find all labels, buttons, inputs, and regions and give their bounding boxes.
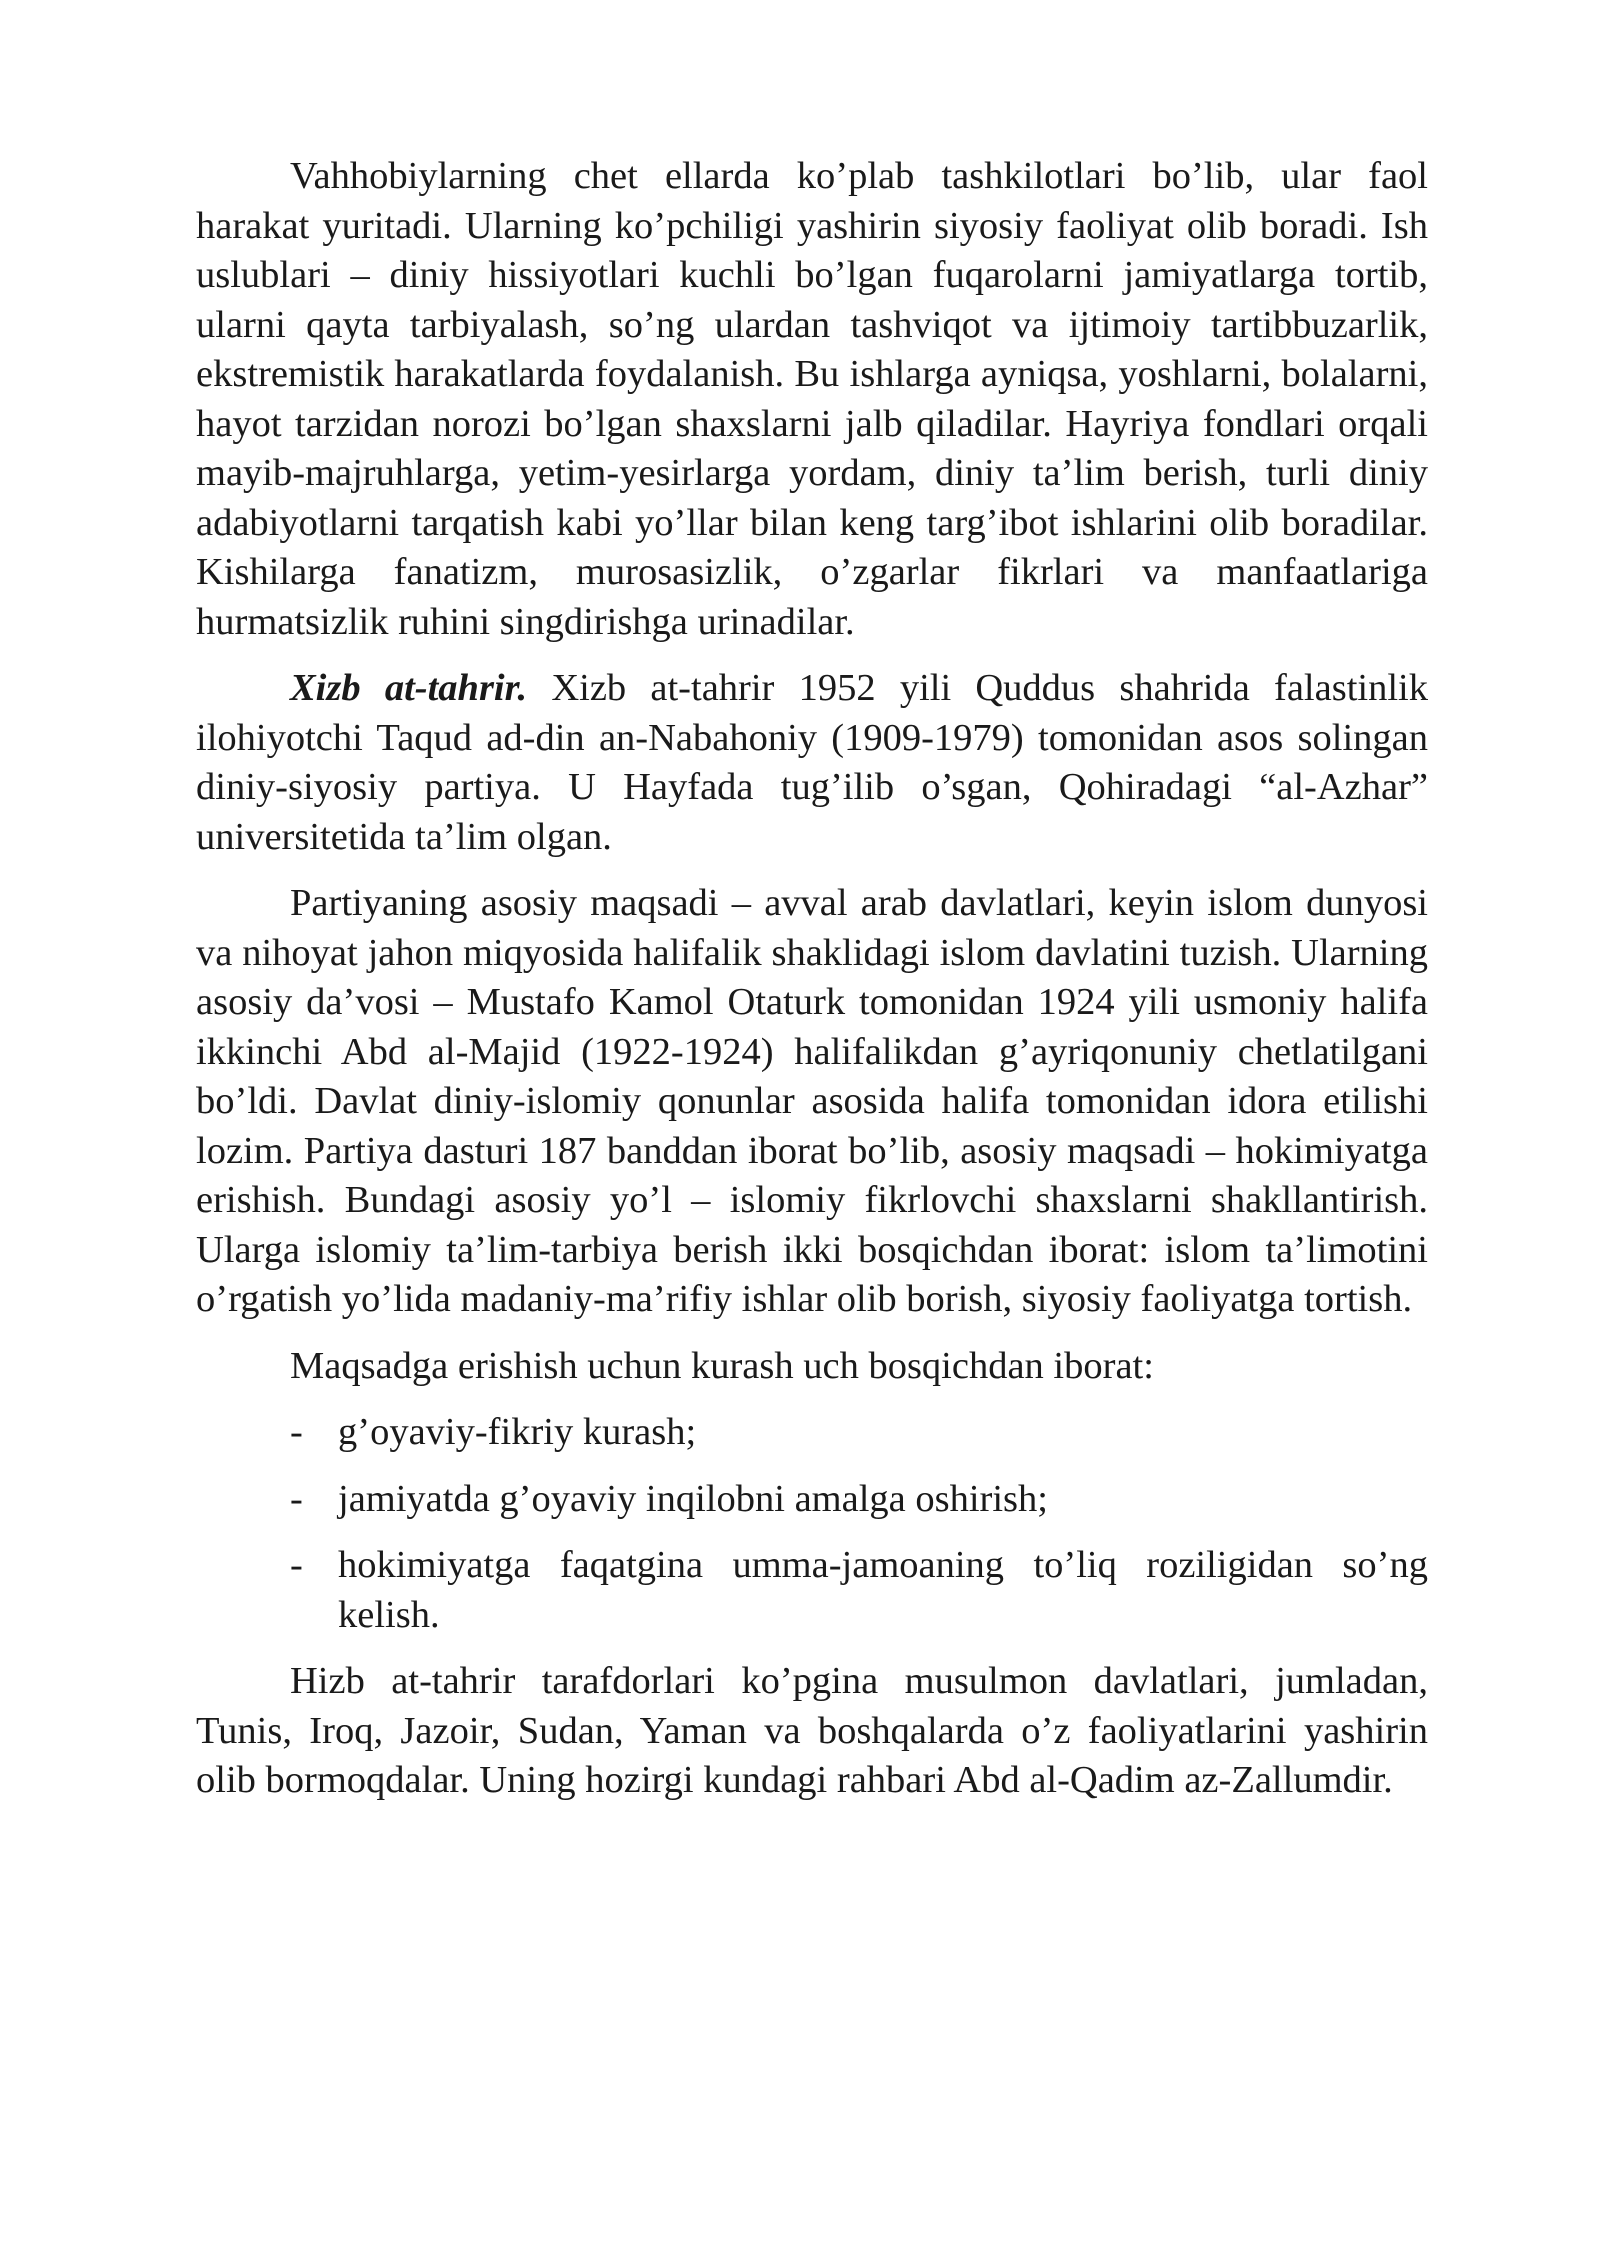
list-dash-marker: - <box>290 1544 303 1586</box>
list-item-text: g’oyaviy-fikriy kurash; <box>338 1411 697 1453</box>
list-dash-marker: - <box>290 1477 303 1520</box>
list-item <box>196 1541 1428 1640</box>
paragraph-text: Maqsadga erishish uchun kurash uch bosqichdan iborat: <box>290 1344 1154 1387</box>
list-item <box>196 1475 1428 1525</box>
paragraph-wahhabi-organizations <box>196 152 1428 647</box>
paragraph-text: Hizb at-tahrir tarafdorlari ko’pgina musulmon davlatlari, jumladan, Tunis, Iroq, Jazoir, Sudan, Yaman va boshqalarda o’z faoliyatlarini yashirin olib bormoqdalar. Uning hozirgi kundagi rahbari Abd al-Qadim az-Zallumdir. <box>196 1660 1428 1801</box>
list-dash-marker: - <box>290 1411 303 1453</box>
list-item <box>196 1408 1428 1458</box>
paragraph-struggle-stages-intro <box>196 1342 1428 1392</box>
paragraph-party-goals <box>196 879 1428 1325</box>
list-item-text: hokimiyatga faqatgina umma-jamoaning to’liq roziligidan so’ng kelish. <box>338 1544 1428 1636</box>
paragraph-text: Xizb at-tahrir 1952 yili Quddus shahrida falastinlik ilohiyotchi Taqud ad-din an-Nabahoniy (1909-1979) tomonidan asos solingan diniy-siyosiy partiya. U Hayfada tug’ilib o’sgan, Qohiradagi “al-Azhar” universitetida ta’lim olgan. <box>196 667 1428 858</box>
paragraph-text: Partiyaning asosiy maqsadi – avval arab davlatlari, keyin islom dunyosi va nihoyat jahon miqyosida halifalik shaklidagi islom davlatini tuzish. Ularning asosiy da’vosi – Mustafo Kamol Otaturk tomonidan 1924 yili usmoniy halifa ikkinchi Abd al-Majid (1922-1924) halifalikdan g’ayriqonuniy chetlatilgani bo’ldi. Davlat diniy-islomiy qonunlar asosida halifa tomonidan idora etilishi lozim. Partiya dasturi 187 banddan iborat bo’lib, asosiy maqsadi – hokimiyatga erishish. Bundagi asosiy yo’l – islomiy fikrlovchi shaxslarni shakllantirish. Ularga islomiy ta’lim-tarbiya berish ikki bosqichdan iborat: islom ta’limotini o’rgatish yo’lida madaniy-ma’rifiy ishlar olib borish, siyosiy faoliyatga tortish. <box>196 882 1428 1320</box>
paragraph-hizb-ut-tahrir-origin <box>196 664 1428 862</box>
document-page <box>196 152 1428 1823</box>
list-item-text: jamiyatda g’oyaviy inqilobni amalga oshirish; <box>338 1477 1048 1520</box>
paragraph-text: Vahhobiylarning chet ellarda ko’plab tashkilotlari bo’lib, ular faol harakat yuritadi. Ularning ko’pchiligi yashirin siyosiy faoliyat olib boradi. Ish uslublari – diniy hissiyotlari kuchli bo’lgan fuqarolarni jamiyatlarga tortib, ularni qayta tarbiyalash, so’ng ulardan tashviqot va ijtimoiy tartibbuzarlik, ekstremistik harakatlarda foydalanish. Bu ishlarga ayniqsa, yoshlarni, bolalarni, hayot tarzidan norozi bo’lgan shaxslarni jalb qiladilar. Hayriya fondlari orqali mayib-majruhlarga, yetim-yesirlarga yordam, diniy ta’lim berish, turli diniy adabiyotlarni tarqatish kabi yo’llar bilan keng targ’ibot ishlarini olib boradilar. Kishilarga fanatizm, murosasizlik, o’zgarlar fikrlari va manfaatlariga hurmatsizlik ruhini singdirishga urinadilar. <box>196 155 1428 643</box>
struggle-stages-list <box>196 1408 1428 1640</box>
paragraph-lead-heading: Xizb at-tahrir. <box>290 667 528 709</box>
paragraph-supporters-and-leader <box>196 1657 1428 1806</box>
